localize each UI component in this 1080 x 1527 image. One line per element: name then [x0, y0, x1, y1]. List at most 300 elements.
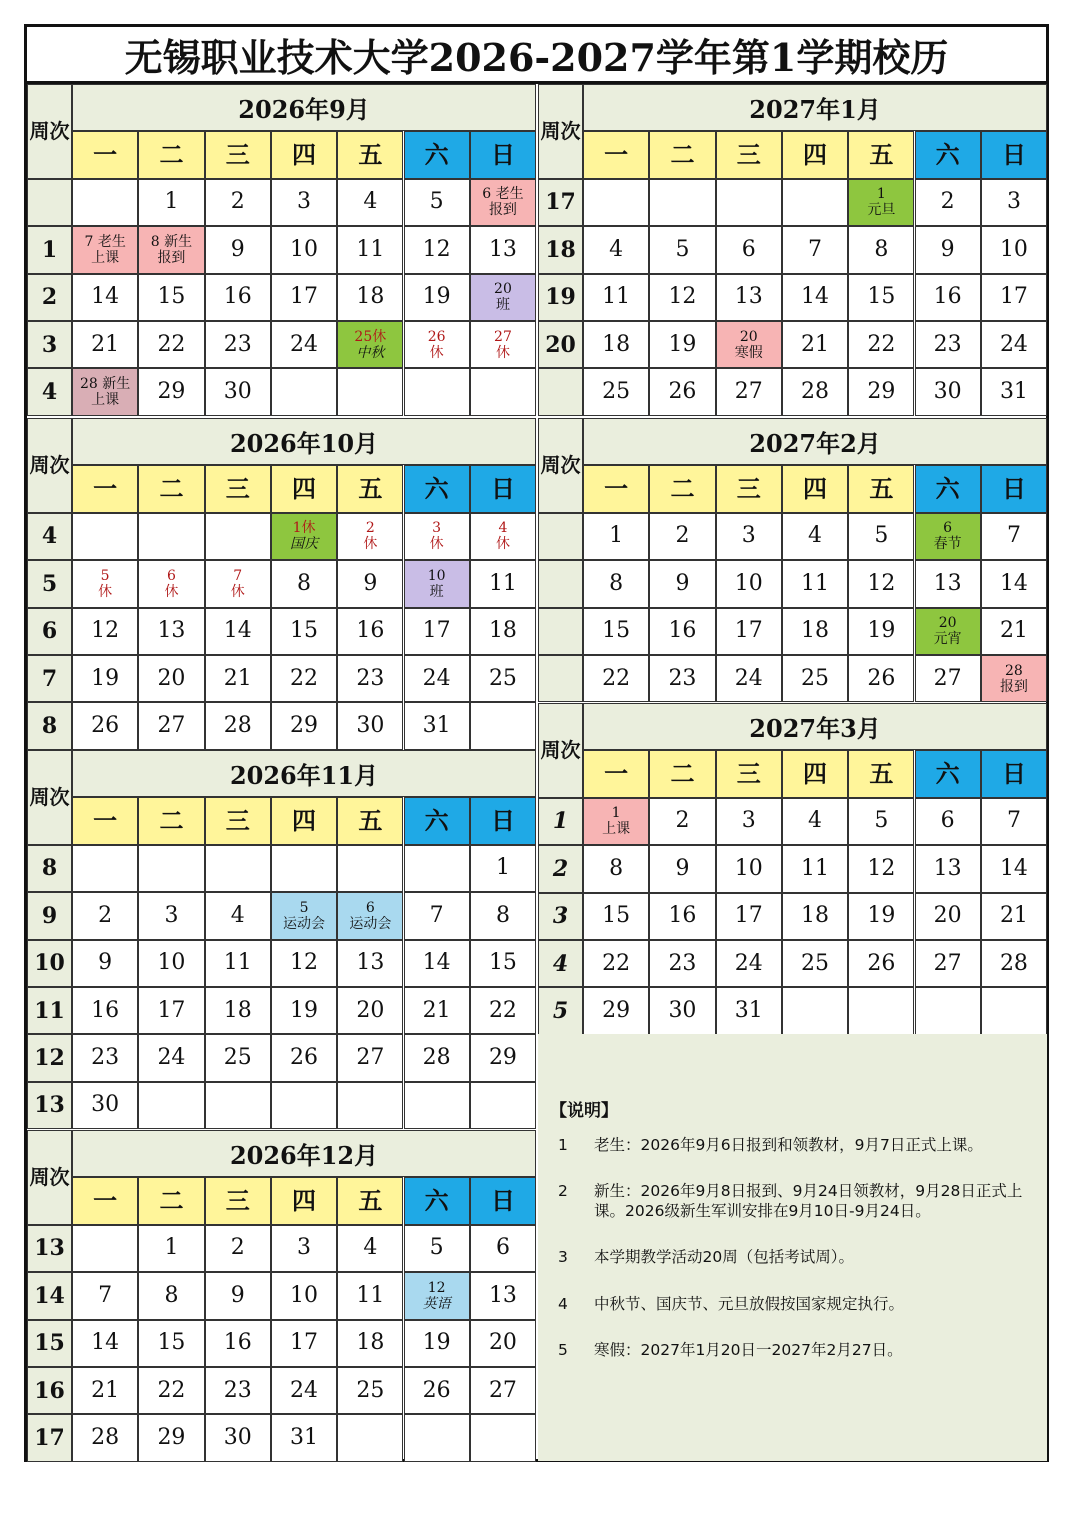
day-cell[interactable]: [583, 655, 649, 702]
day-cell[interactable]: [138, 655, 204, 702]
day-cell[interactable]: [404, 655, 470, 702]
day-cell[interactable]: [138, 1034, 204, 1081]
day-cell[interactable]: [138, 1272, 204, 1319]
day-cell[interactable]: [782, 798, 848, 845]
day-cell[interactable]: [337, 274, 403, 321]
day-cell[interactable]: [205, 368, 271, 415]
day-cell[interactable]: [470, 845, 536, 892]
day-number: 29: [157, 1424, 186, 1450]
week-number: [27, 608, 72, 655]
day-cell[interactable]: [72, 560, 138, 607]
weekday-header: [138, 1177, 204, 1224]
day-cell[interactable]: [205, 1367, 271, 1414]
day-cell[interactable]: [981, 321, 1047, 368]
day-cell[interactable]: [470, 1320, 536, 1367]
day-event-label: 运动会: [283, 915, 326, 932]
day-number: 24: [999, 331, 1028, 357]
day-cell[interactable]: [848, 274, 914, 321]
day-number: 20: [938, 615, 957, 632]
day-note: [84, 234, 125, 266]
day-cell[interactable]: [470, 940, 536, 987]
day-cell[interactable]: [981, 179, 1047, 226]
day-cell[interactable]: [72, 608, 138, 655]
day-note: [80, 376, 130, 408]
day-cell[interactable]: [848, 368, 914, 415]
day-number: 4: [808, 808, 823, 834]
day-number: 13: [157, 618, 186, 644]
day-cell[interactable]: [583, 560, 649, 607]
weekday-label: 四: [803, 758, 828, 788]
day-cell[interactable]: [205, 1034, 271, 1081]
day-cell[interactable]: [337, 1367, 403, 1414]
day-cell[interactable]: [404, 274, 470, 321]
day-cell[interactable]: [271, 1225, 337, 1272]
day-cell[interactable]: [404, 702, 470, 749]
day-cell[interactable]: [337, 179, 403, 226]
day-cell[interactable]: [583, 513, 649, 560]
week-number-text: 7: [41, 665, 58, 692]
day-cell[interactable]: [271, 274, 337, 321]
day-cell[interactable]: [782, 321, 848, 368]
day-number: 8: [164, 1282, 179, 1308]
day-cell[interactable]: [848, 893, 914, 940]
day-cell[interactable]: [404, 940, 470, 987]
day-cell[interactable]: [981, 798, 1047, 845]
day-cell[interactable]: [470, 321, 536, 368]
day-cell[interactable]: [649, 226, 715, 273]
day-number: 10: [427, 567, 446, 584]
day-cell[interactable]: [72, 1272, 138, 1319]
weekday-header: [470, 1177, 536, 1224]
day-cell[interactable]: [848, 179, 914, 226]
day-cell[interactable]: [782, 226, 848, 273]
day-cell[interactable]: [138, 1414, 204, 1461]
day-cell[interactable]: [205, 1225, 271, 1272]
weekday-header: [138, 797, 204, 844]
day-note: [349, 900, 391, 932]
day-number: 4: [498, 520, 508, 537]
day-cell[interactable]: [848, 321, 914, 368]
day-cell[interactable]: [782, 940, 848, 987]
day-cell[interactable]: [138, 987, 204, 1034]
day-cell[interactable]: [404, 1034, 470, 1081]
day-cell[interactable]: [138, 368, 204, 415]
day-cell[interactable]: [470, 1367, 536, 1414]
day-cell[interactable]: [138, 560, 204, 607]
day-cell[interactable]: [649, 608, 715, 655]
day-cell[interactable]: [337, 1034, 403, 1081]
day-cell[interactable]: [404, 1272, 470, 1319]
day-number: 30: [91, 1092, 120, 1118]
day-number: 24: [734, 950, 763, 976]
week-number-text: 12: [34, 1044, 65, 1071]
day-cell[interactable]: [470, 1272, 536, 1319]
day-cell[interactable]: [138, 1225, 204, 1272]
day-cell[interactable]: [583, 368, 649, 415]
day-cell[interactable]: [782, 368, 848, 415]
day-cell[interactable]: [981, 368, 1047, 415]
day-cell[interactable]: [649, 940, 715, 987]
day-cell[interactable]: [205, 655, 271, 702]
day-cell[interactable]: [915, 226, 981, 273]
day-number: 9: [675, 570, 690, 596]
day-cell[interactable]: [271, 702, 337, 749]
day-cell[interactable]: [915, 368, 981, 415]
day-cell[interactable]: [205, 274, 271, 321]
day-cell[interactable]: [72, 368, 138, 415]
day-cell[interactable]: [915, 560, 981, 607]
week-number: [538, 368, 583, 415]
day-cell[interactable]: [404, 987, 470, 1034]
day-cell[interactable]: [981, 560, 1047, 607]
day-cell[interactable]: [72, 274, 138, 321]
day-cell[interactable]: [404, 321, 470, 368]
day-cell[interactable]: [138, 179, 204, 226]
day-cell[interactable]: [205, 1414, 271, 1461]
day-cell[interactable]: [716, 940, 782, 987]
day-cell[interactable]: [72, 321, 138, 368]
week-column-label: [27, 750, 72, 845]
week-number: [27, 655, 72, 702]
day-cell[interactable]: [470, 226, 536, 273]
month-title-text: 2027年3月: [749, 714, 881, 744]
day-cell[interactable]: [271, 940, 337, 987]
day-cell[interactable]: [848, 940, 914, 987]
day-cell[interactable]: [649, 987, 715, 1034]
day-cell[interactable]: [716, 987, 782, 1034]
day-number: 15: [157, 1330, 186, 1356]
day-cell[interactable]: [337, 655, 403, 702]
week-number: [27, 513, 72, 560]
day-cell[interactable]: [404, 1367, 470, 1414]
day-cell[interactable]: [271, 1320, 337, 1367]
day-cell[interactable]: [981, 893, 1047, 940]
day-cell[interactable]: [583, 845, 649, 892]
day-cell[interactable]: [470, 513, 536, 560]
day-cell[interactable]: [915, 179, 981, 226]
day-cell[interactable]: [205, 892, 271, 939]
day-cell[interactable]: [337, 702, 403, 749]
day-cell[interactable]: [981, 274, 1047, 321]
day-cell[interactable]: [205, 560, 271, 607]
day-cell[interactable]: [782, 608, 848, 655]
day-cell[interactable]: [583, 987, 649, 1034]
day-cell[interactable]: [271, 987, 337, 1034]
day-number: 25: [223, 1044, 252, 1070]
day-cell[interactable]: [72, 1320, 138, 1367]
day-cell[interactable]: [848, 513, 914, 560]
day-number: 12: [290, 950, 319, 976]
day-cell[interactable]: [271, 513, 337, 560]
day-cell[interactable]: [72, 226, 138, 273]
empty-day-cell: [470, 1082, 536, 1129]
weekday-label: 二: [159, 139, 184, 169]
day-cell[interactable]: [716, 274, 782, 321]
day-cell[interactable]: [848, 845, 914, 892]
day-cell[interactable]: [782, 513, 848, 560]
day-cell[interactable]: [649, 560, 715, 607]
day-cell[interactable]: [271, 1272, 337, 1319]
day-cell[interactable]: [981, 226, 1047, 273]
day-number: 13: [933, 855, 962, 881]
empty-day-cell: [404, 1082, 470, 1129]
day-number: 11: [488, 570, 517, 596]
day-cell[interactable]: [470, 560, 536, 607]
day-cell[interactable]: [915, 798, 981, 845]
day-cell[interactable]: [782, 274, 848, 321]
day-event-label: 休: [495, 344, 510, 361]
day-cell[interactable]: [271, 1034, 337, 1081]
day-cell[interactable]: [716, 368, 782, 415]
day-cell[interactable]: [337, 226, 403, 273]
day-cell[interactable]: [337, 321, 403, 368]
day-cell[interactable]: [782, 893, 848, 940]
day-cell[interactable]: [138, 1367, 204, 1414]
day-cell[interactable]: [470, 1225, 536, 1272]
day-cell[interactable]: [404, 179, 470, 226]
day-cell[interactable]: [716, 655, 782, 702]
day-cell[interactable]: [649, 655, 715, 702]
day-cell[interactable]: [915, 940, 981, 987]
day-cell[interactable]: [716, 608, 782, 655]
empty-day-cell: [138, 1082, 204, 1129]
day-cell[interactable]: [649, 513, 715, 560]
day-cell[interactable]: [915, 274, 981, 321]
day-cell[interactable]: [271, 608, 337, 655]
day-cell[interactable]: [205, 940, 271, 987]
day-cell[interactable]: [716, 893, 782, 940]
day-note: [494, 281, 512, 313]
day-note: [283, 900, 325, 932]
day-number: 4: [808, 523, 823, 549]
day-cell[interactable]: [138, 1320, 204, 1367]
week-number-text: 6: [41, 618, 58, 645]
day-number: 28: [422, 1044, 451, 1070]
day-cell[interactable]: [271, 892, 337, 939]
day-cell[interactable]: [271, 179, 337, 226]
day-cell[interactable]: [583, 321, 649, 368]
day-cell[interactable]: [337, 1225, 403, 1272]
day-cell[interactable]: [337, 940, 403, 987]
week-number-text: 20: [545, 331, 576, 358]
day-number: 5: [874, 523, 889, 549]
day-note: [867, 186, 895, 218]
day-cell[interactable]: [205, 987, 271, 1034]
day-cell[interactable]: [205, 608, 271, 655]
day-cell[interactable]: [72, 655, 138, 702]
day-cell[interactable]: [404, 1225, 470, 1272]
day-cell[interactable]: [716, 321, 782, 368]
day-number: 16: [91, 997, 120, 1023]
day-cell[interactable]: [271, 1414, 337, 1461]
day-cell[interactable]: [337, 1272, 403, 1319]
day-number: 20: [356, 997, 385, 1023]
day-cell[interactable]: [271, 321, 337, 368]
day-cell[interactable]: [649, 845, 715, 892]
day-cell[interactable]: [138, 321, 204, 368]
day-cell[interactable]: [848, 560, 914, 607]
day-cell[interactable]: [205, 702, 271, 749]
day-cell[interactable]: [72, 1034, 138, 1081]
day-cell[interactable]: [470, 608, 536, 655]
day-cell[interactable]: [782, 655, 848, 702]
day-number: 23: [223, 331, 252, 357]
weekday-header: [271, 131, 337, 178]
weekday-label: 三: [736, 139, 761, 169]
day-cell[interactable]: [205, 321, 271, 368]
day-cell[interactable]: [716, 513, 782, 560]
weekday-header: [271, 465, 337, 512]
day-cell[interactable]: [915, 655, 981, 702]
day-cell[interactable]: [271, 1367, 337, 1414]
day-cell[interactable]: [716, 845, 782, 892]
week-number: [538, 798, 583, 845]
day-cell[interactable]: [138, 274, 204, 321]
day-note: [428, 568, 446, 600]
day-cell[interactable]: [848, 608, 914, 655]
day-cell[interactable]: [915, 513, 981, 560]
day-cell[interactable]: [404, 226, 470, 273]
day-cell[interactable]: [138, 940, 204, 987]
day-number: 30: [933, 378, 962, 404]
day-cell[interactable]: [470, 892, 536, 939]
day-cell[interactable]: [649, 321, 715, 368]
week-number: [538, 560, 583, 607]
day-number: 13: [488, 236, 517, 262]
day-cell[interactable]: [981, 845, 1047, 892]
day-cell[interactable]: [981, 608, 1047, 655]
day-cell[interactable]: [649, 893, 715, 940]
day-cell[interactable]: [583, 893, 649, 940]
day-cell[interactable]: [583, 798, 649, 845]
day-cell[interactable]: [72, 892, 138, 939]
day-number: 18: [801, 618, 830, 644]
day-cell[interactable]: [337, 608, 403, 655]
day-number: 8: [609, 570, 624, 596]
day-cell[interactable]: [848, 655, 914, 702]
day-cell[interactable]: [915, 608, 981, 655]
weekday-header: [72, 1177, 138, 1224]
day-cell[interactable]: [205, 179, 271, 226]
day-number: 12: [867, 570, 896, 596]
day-note: [496, 520, 510, 552]
week-column-label: [27, 84, 72, 179]
day-cell[interactable]: [337, 560, 403, 607]
day-cell[interactable]: [72, 1367, 138, 1414]
day-cell[interactable]: [205, 1320, 271, 1367]
day-cell[interactable]: [716, 226, 782, 273]
day-number: 14: [999, 570, 1028, 596]
day-number: 17: [290, 1330, 319, 1356]
day-cell[interactable]: [404, 892, 470, 939]
weekday-label: 五: [358, 1185, 383, 1215]
day-cell[interactable]: [470, 179, 536, 226]
day-cell[interactable]: [981, 513, 1047, 560]
day-cell[interactable]: [583, 226, 649, 273]
day-cell[interactable]: [271, 560, 337, 607]
day-cell[interactable]: [138, 608, 204, 655]
day-cell[interactable]: [72, 1414, 138, 1461]
day-number: 12: [427, 1279, 446, 1296]
day-cell[interactable]: [138, 226, 204, 273]
day-number: 8: [874, 236, 889, 262]
day-cell[interactable]: [271, 226, 337, 273]
day-number: 18: [488, 618, 517, 644]
week-number-text: 11: [34, 997, 65, 1024]
day-cell[interactable]: [404, 513, 470, 560]
day-cell[interactable]: [915, 321, 981, 368]
day-cell[interactable]: [716, 560, 782, 607]
day-number: 27: [494, 328, 512, 345]
empty-day-cell: [915, 987, 981, 1034]
day-cell[interactable]: [205, 1272, 271, 1319]
day-cell[interactable]: [337, 987, 403, 1034]
day-cell[interactable]: [271, 655, 337, 702]
day-cell[interactable]: [337, 1320, 403, 1367]
week-number-text: 9: [41, 902, 58, 929]
day-cell[interactable]: [404, 560, 470, 607]
day-number: 10: [157, 950, 186, 976]
week-number-text: 10: [34, 950, 65, 977]
day-cell[interactable]: [583, 274, 649, 321]
day-number: 23: [933, 331, 962, 357]
day-cell[interactable]: [848, 798, 914, 845]
week-label-text: 周次: [540, 453, 581, 477]
day-cell[interactable]: [72, 1082, 138, 1129]
weekday-header: [915, 750, 981, 797]
day-cell[interactable]: [205, 226, 271, 273]
day-cell[interactable]: [649, 798, 715, 845]
day-cell[interactable]: [981, 940, 1047, 987]
day-cell[interactable]: [72, 702, 138, 749]
day-cell[interactable]: [583, 940, 649, 987]
week-number-text: 17: [34, 1424, 65, 1451]
weekday-label: 六: [935, 473, 960, 503]
day-cell[interactable]: [782, 560, 848, 607]
day-number: 17: [157, 997, 186, 1023]
empty-day-cell: [72, 1225, 138, 1272]
day-number: 21: [999, 618, 1028, 644]
day-cell[interactable]: [915, 893, 981, 940]
day-cell[interactable]: [470, 274, 536, 321]
day-cell[interactable]: [981, 655, 1047, 702]
week-number: [27, 321, 72, 368]
day-cell[interactable]: [72, 987, 138, 1034]
day-cell[interactable]: [649, 368, 715, 415]
weekday-header: [981, 131, 1047, 178]
day-cell[interactable]: [583, 608, 649, 655]
day-cell[interactable]: [404, 1320, 470, 1367]
day-number: 28: [999, 950, 1028, 976]
day-event-label: 元宵: [933, 631, 962, 648]
day-cell[interactable]: [649, 274, 715, 321]
day-cell[interactable]: [782, 845, 848, 892]
day-cell[interactable]: [848, 226, 914, 273]
week-number-text: 4: [41, 523, 58, 550]
day-cell[interactable]: [138, 702, 204, 749]
day-cell[interactable]: [716, 798, 782, 845]
day-cell[interactable]: [404, 608, 470, 655]
day-cell[interactable]: [915, 845, 981, 892]
day-cell[interactable]: [138, 892, 204, 939]
legend-item-number: 5: [558, 1340, 568, 1359]
day-cell[interactable]: [470, 1034, 536, 1081]
day-cell[interactable]: [470, 987, 536, 1034]
day-cell[interactable]: [337, 892, 403, 939]
day-cell[interactable]: [337, 513, 403, 560]
day-cell[interactable]: [470, 655, 536, 702]
day-cell[interactable]: [72, 940, 138, 987]
